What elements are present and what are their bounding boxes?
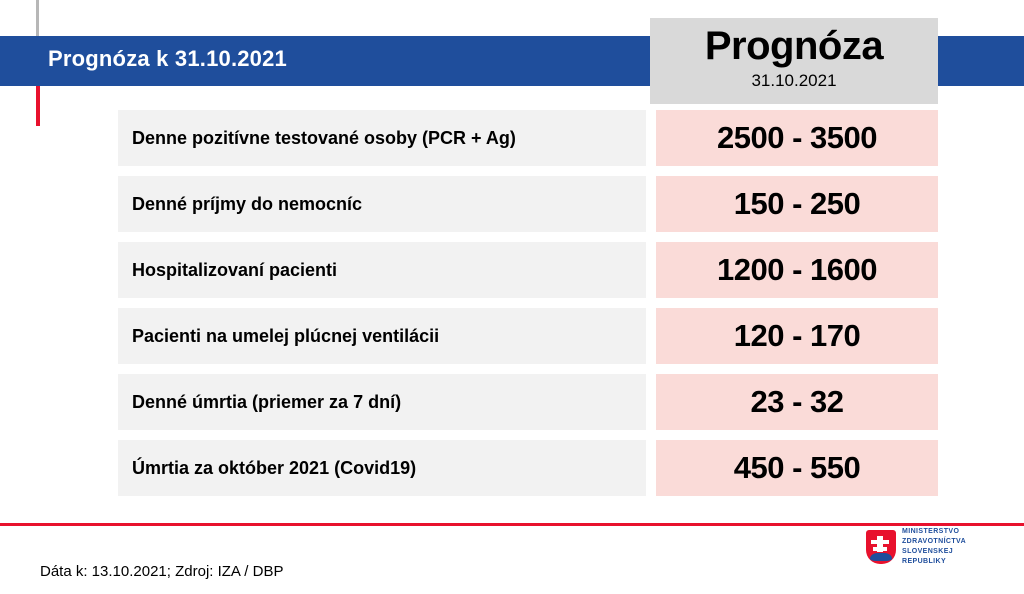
red-accent-line <box>36 86 40 126</box>
header-notch <box>0 0 28 36</box>
table-row <box>118 440 938 496</box>
row-label: Pacienti na umelej plúcnej ventilácii <box>118 308 646 364</box>
ministry-logo-line3: SLOVENSKEJ REPUBLIKY <box>902 548 954 565</box>
row-value: 1200 - 1600 <box>656 242 938 298</box>
forecast-header-date: 31.10.2021 <box>751 71 837 90</box>
row-gap <box>646 242 656 298</box>
row-gap <box>646 176 656 232</box>
table-row <box>118 242 938 298</box>
table-row <box>118 374 938 430</box>
table-row <box>118 176 938 232</box>
double-cross-shape <box>877 536 883 552</box>
forecast-header-title: Prognóza <box>704 24 884 68</box>
row-gap <box>646 440 656 496</box>
forecast-header-panel <box>650 18 938 104</box>
ministry-logo-line1: MINISTERSTVO <box>902 528 960 535</box>
table-row <box>118 110 938 166</box>
ministry-logo-text <box>902 527 998 567</box>
source-note: Dáta k: 13.10.2021; Zdroj: IZA / DBP <box>40 563 284 580</box>
row-label: Hospitalizovaní pacienti <box>118 242 646 298</box>
row-value: 120 - 170 <box>656 308 938 364</box>
slovak-coat-of-arms-icon <box>866 530 896 564</box>
row-label: Úmrtia za október 2021 (Covid19) <box>118 440 646 496</box>
forecast-table <box>118 110 938 506</box>
row-gap <box>646 374 656 430</box>
row-value: 150 - 250 <box>656 176 938 232</box>
row-gap <box>646 308 656 364</box>
row-label: Denne pozitívne testované osoby (PCR + Ag) <box>118 110 646 166</box>
row-gap <box>646 110 656 166</box>
row-value: 2500 - 3500 <box>656 110 938 166</box>
ministry-logo-line2: ZDRAVOTNÍCTVA <box>902 538 967 545</box>
row-value: 23 - 32 <box>656 374 938 430</box>
three-hills-shape <box>870 553 892 561</box>
table-row <box>118 308 938 364</box>
row-label: Denné príjmy do nemocníc <box>118 176 646 232</box>
footer-divider <box>0 523 1024 526</box>
ministry-logo <box>866 528 998 566</box>
row-label: Denné úmrtia (priemer za 7 dní) <box>118 374 646 430</box>
row-value: 450 - 550 <box>656 440 938 496</box>
grey-accent-line <box>36 0 39 36</box>
page-title: Prognóza k 31.10.2021 <box>48 46 287 71</box>
